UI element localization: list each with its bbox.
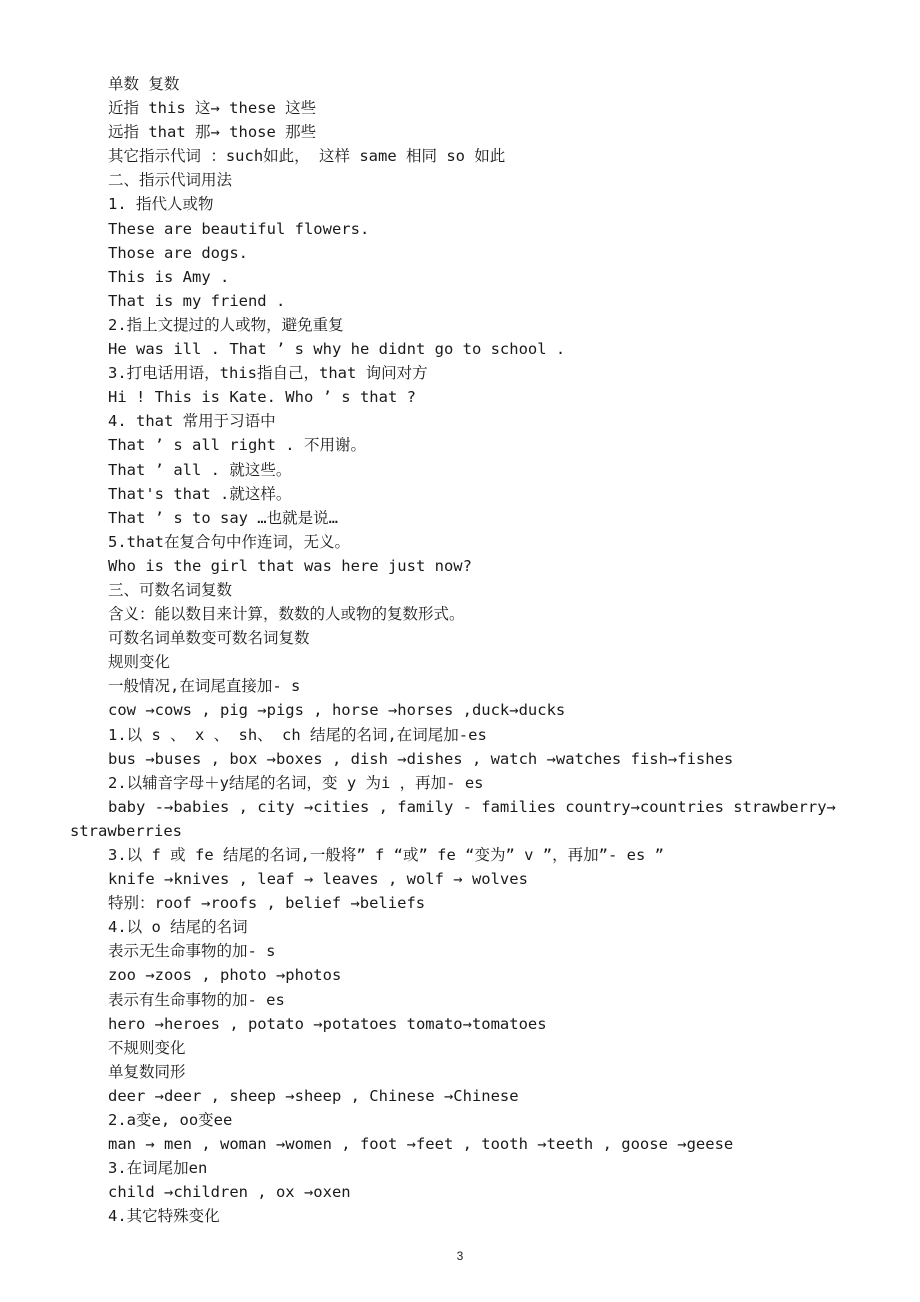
rule-line: 表示无生命事物的加- s — [108, 942, 276, 961]
subheading: 5.that在复合句中作连词，无义。 — [108, 532, 350, 551]
text-line: 远指 that 那→ those 那些 — [108, 123, 317, 142]
rule-line: 2.a变e, oo变ee — [108, 1111, 233, 1130]
document-body — [70, 72, 888, 1229]
example-line: hero →heroes , potato →potatoes tomato→tomatoes — [108, 1014, 547, 1033]
rule-line: 3.以 f 或 fe 结尾的名词,一般将” f “或” fe “变为” v ”，再加”- es ” — [108, 846, 664, 864]
example-sentence: That ’ s all right . 不用谢。 — [108, 436, 366, 455]
rule-line: 表示有生命事物的加- es — [108, 990, 285, 1009]
example-line-continued: strawberries — [70, 821, 182, 840]
example-sentence: Those are dogs. — [108, 243, 248, 262]
example-line: cow →cows , pig →pigs , horse →horses ,duck→ducks — [108, 701, 566, 720]
example-sentence: This is Amy . — [108, 267, 230, 286]
example-sentence: Who is the girl that was here just now? — [108, 556, 472, 575]
example-sentence: That ’ all . 就这些。 — [108, 460, 292, 479]
section-heading: 二、指示代词用法 — [108, 171, 233, 190]
example-sentence: Hi ! This is Kate. Who ’ s that ? — [108, 388, 416, 407]
text-line: 含义：能以数目来计算，数数的人或物的复数形式。 — [108, 605, 465, 624]
example-line: deer →deer , sheep →sheep , Chinese →Chinese — [108, 1086, 519, 1105]
text-line: 其它指示代词 ：such如此， 这样 same 相同 so 如此 — [108, 147, 506, 166]
subheading: 3.打电话用语，this指自己，that 询问对方 — [108, 364, 428, 383]
example-sentence: That ’ s to say …也就是说… — [108, 508, 338, 527]
example-sentence: That's that .就这样。 — [108, 484, 292, 503]
rule-line: 1.以 s 、 x 、 sh、 ch 结尾的名词,在词尾加-es — [108, 725, 487, 744]
rule-line: 4.以 o 结尾的名词 — [108, 918, 248, 937]
text-line: 单数 复数 — [108, 75, 180, 93]
text-line: 可数名词单数变可数名词复数 — [108, 629, 310, 648]
example-line: man → men , woman →women , foot →feet , tooth →teeth , goose →geese — [108, 1135, 734, 1154]
text-line: 规则变化 — [108, 653, 171, 672]
page-number: 3 — [456, 1249, 464, 1263]
text-line: 不规则变化 — [108, 1038, 186, 1057]
example-line: 特别：roof →roofs , belief →beliefs — [108, 894, 426, 913]
text-line: 近指 this 这→ these 这些 — [108, 99, 317, 118]
section-heading: 三、可数名词复数 — [108, 580, 233, 599]
rule-line: 2.以辅音字母＋y结尾的名词，变 y 为i ，再加- es — [108, 773, 484, 792]
example-line: baby -→babies , city →cities , family - families country→countries strawberry→ — [108, 797, 836, 816]
rule-line: 单复数同形 — [108, 1062, 186, 1081]
example-sentence: He was ill . That ’ s why he didnt go to school . — [108, 340, 566, 359]
rule-line: 3.在词尾加en — [108, 1159, 208, 1178]
example-line: bus →buses , box →boxes , dish →dishes , watch →watches fish→fishes — [108, 749, 734, 768]
subheading: 2.指上文提过的人或物，避免重复 — [108, 315, 344, 334]
example-sentence: That is my friend . — [108, 291, 286, 310]
subheading: 4. that 常用于习语中 — [108, 412, 276, 431]
subheading: 1. 指代人或物 — [108, 195, 214, 214]
example-line: zoo →zoos , photo →photos — [108, 966, 342, 985]
example-line: child →children , ox →oxen — [108, 1183, 351, 1202]
rule-line: 4.其它特殊变化 — [108, 1207, 220, 1226]
rule-line: 一般情况,在词尾直接加- s — [108, 677, 301, 696]
example-sentence: These are beautiful flowers. — [108, 219, 370, 238]
example-line: knife →knives , leaf → leaves , wolf → wolves — [108, 870, 528, 889]
